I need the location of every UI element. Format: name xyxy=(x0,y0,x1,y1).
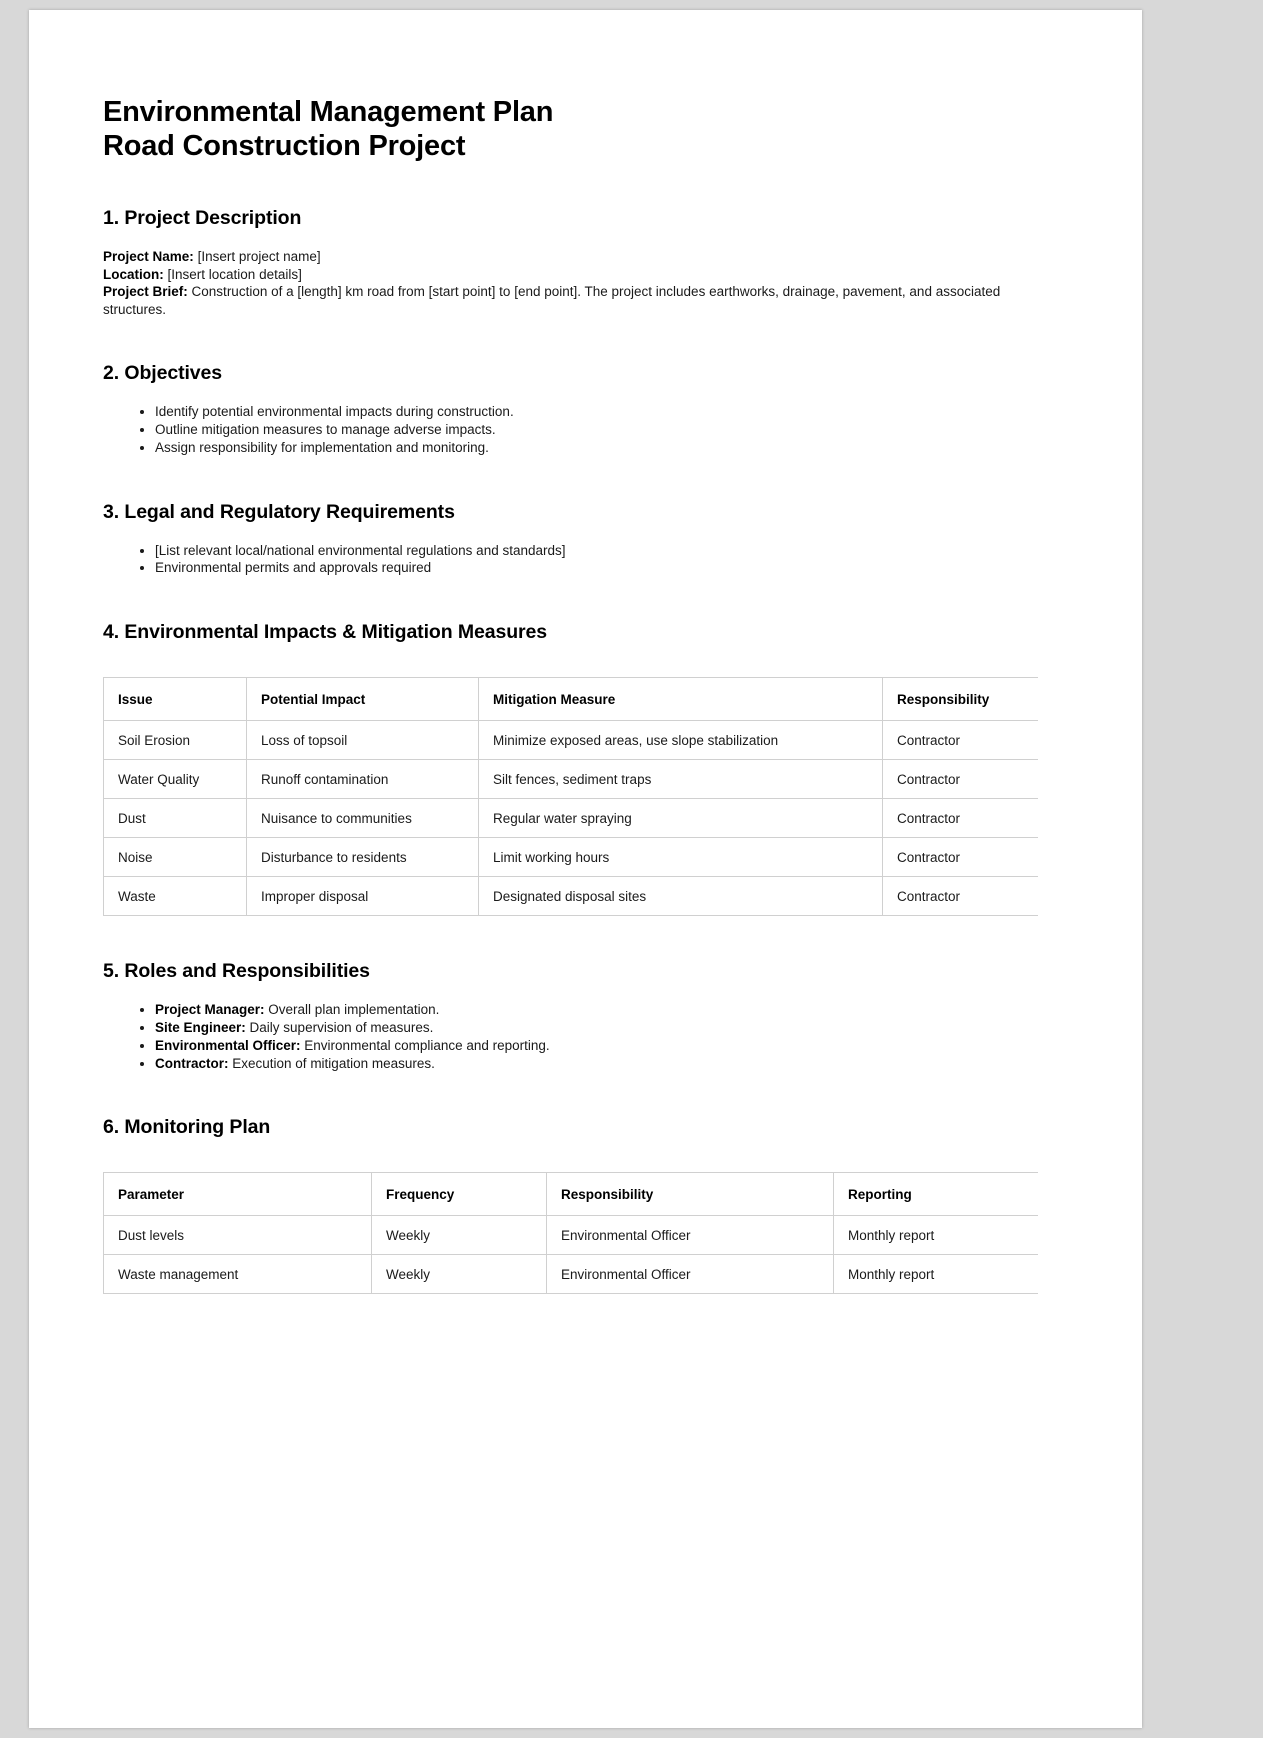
section-heading-legal-requirements: 3. Legal and Regulatory Requirements xyxy=(103,500,455,523)
section-heading-roles-responsibilities: 5. Roles and Responsibilities xyxy=(103,960,370,983)
project-name-value: [Insert project name] xyxy=(197,249,321,265)
cell-frequency: Weekly xyxy=(372,1216,547,1255)
cell-reporting: Monthly report xyxy=(834,1216,1039,1255)
role-duty: Overall plan implementation. xyxy=(268,1002,440,1018)
column-header-responsibility: Responsibility xyxy=(547,1173,834,1216)
cell-issue: Soil Erosion xyxy=(104,721,247,760)
project-brief-value: Construction of a [length] km road from [start point] to [end point]. The project includes earthworks, drainage, pavement, and associated structures. xyxy=(103,284,1001,317)
cell-responsibility: Contractor xyxy=(883,721,1039,760)
cell-reporting: Monthly report xyxy=(834,1255,1039,1294)
column-header-responsibility: Responsibility xyxy=(883,678,1039,721)
role-duty: Environmental compliance and reporting. xyxy=(304,1037,550,1053)
cell-parameter: Dust levels xyxy=(104,1216,372,1255)
table-row xyxy=(104,1255,1039,1294)
column-header-issue: Issue xyxy=(104,678,247,721)
section-heading-objectives: 2. Objectives xyxy=(103,362,223,385)
cell-mitigation-measure: Minimize exposed areas, use slope stabilization xyxy=(479,721,883,760)
table-header-row xyxy=(104,1173,1039,1216)
list-item: • Assign responsibility for implementation and monitoring. xyxy=(155,439,1038,457)
cell-potential-impact: Disturbance to residents xyxy=(247,838,479,877)
location-value: [Insert location details] xyxy=(167,266,302,282)
list-item xyxy=(155,1055,1038,1073)
table-row xyxy=(104,760,1039,799)
cell-mitigation-measure: Designated disposal sites xyxy=(479,877,883,916)
section-heading-monitoring-plan: 6. Monitoring Plan xyxy=(103,1116,271,1139)
cell-responsibility: Contractor xyxy=(883,877,1039,916)
cell-potential-impact: Nuisance to communities xyxy=(247,799,479,838)
project-name-label: Project Name: xyxy=(103,249,194,265)
cell-issue: Water Quality xyxy=(104,760,247,799)
document-content xyxy=(103,95,1038,1294)
cell-responsibility: Environmental Officer xyxy=(547,1255,834,1294)
column-header-potential-impact: Potential Impact xyxy=(247,678,479,721)
list-item: • Outline mitigation measures to manage adverse impacts. xyxy=(155,421,1038,439)
legal-requirements-list xyxy=(103,542,1038,578)
table-row xyxy=(104,838,1039,877)
column-header-reporting: Reporting xyxy=(834,1173,1039,1216)
impacts-table-wrapper xyxy=(103,677,1038,916)
cell-issue: Dust xyxy=(104,799,247,838)
table-row xyxy=(104,1216,1039,1255)
role-label: Environmental Officer: xyxy=(155,1037,301,1053)
document-page xyxy=(29,10,1142,1728)
cell-responsibility: Contractor xyxy=(883,838,1039,877)
table-row xyxy=(104,721,1039,760)
cell-potential-impact: Improper disposal xyxy=(247,877,479,916)
table-header-row xyxy=(104,678,1039,721)
role-duty: Daily supervision of measures. xyxy=(249,1019,434,1035)
section-heading-project-description: 1. Project Description xyxy=(103,207,302,230)
column-header-parameter: Parameter xyxy=(104,1173,372,1216)
list-item: • Identify potential environmental impacts during construction. xyxy=(155,403,1038,421)
cell-mitigation-measure: Regular water spraying xyxy=(479,799,883,838)
role-label: Project Manager: xyxy=(155,1002,265,1018)
section-heading-impacts-mitigation: 4. Environmental Impacts & Mitigation Measures xyxy=(103,621,548,644)
roles-list xyxy=(103,1001,1038,1072)
list-item xyxy=(155,1019,1038,1037)
cell-potential-impact: Loss of topsoil xyxy=(247,721,479,760)
cell-mitigation-measure: Silt fences, sediment traps xyxy=(479,760,883,799)
cell-responsibility: Contractor xyxy=(883,760,1039,799)
cell-potential-impact: Runoff contamination xyxy=(247,760,479,799)
cell-responsibility: Contractor xyxy=(883,799,1039,838)
location-label: Location: xyxy=(103,266,164,282)
monitoring-plan-table xyxy=(103,1172,1038,1294)
cell-mitigation-measure: Limit working hours xyxy=(479,838,883,877)
cell-issue: Noise xyxy=(104,838,247,877)
table-row xyxy=(104,799,1039,838)
list-item xyxy=(155,1001,1038,1019)
column-header-frequency: Frequency xyxy=(372,1173,547,1216)
table-row xyxy=(104,877,1039,916)
objectives-list xyxy=(103,403,1038,456)
impacts-mitigation-table xyxy=(103,677,1038,916)
list-item: • Environmental permits and approvals required xyxy=(155,559,1038,577)
monitoring-table-wrapper xyxy=(103,1172,1038,1294)
role-label: Contractor: xyxy=(155,1055,229,1071)
role-duty: Execution of mitigation measures. xyxy=(232,1055,435,1071)
role-label: Site Engineer: xyxy=(155,1019,246,1035)
column-header-mitigation-measure: Mitigation Measure xyxy=(479,678,883,721)
cell-issue: Waste xyxy=(104,877,247,916)
project-description-fields xyxy=(103,248,1038,318)
document-title-line-2: Road Construction Project xyxy=(103,130,466,163)
project-brief-label: Project Brief: xyxy=(103,284,188,300)
cell-responsibility: Environmental Officer xyxy=(547,1216,834,1255)
list-item: • [List relevant local/national environmental regulations and standards] xyxy=(155,542,1038,560)
cell-frequency: Weekly xyxy=(372,1255,547,1294)
cell-parameter: Waste management xyxy=(104,1255,372,1294)
list-item xyxy=(155,1037,1038,1055)
document-title-line-1: Environmental Management Plan xyxy=(103,96,554,128)
page-title xyxy=(103,95,1038,163)
